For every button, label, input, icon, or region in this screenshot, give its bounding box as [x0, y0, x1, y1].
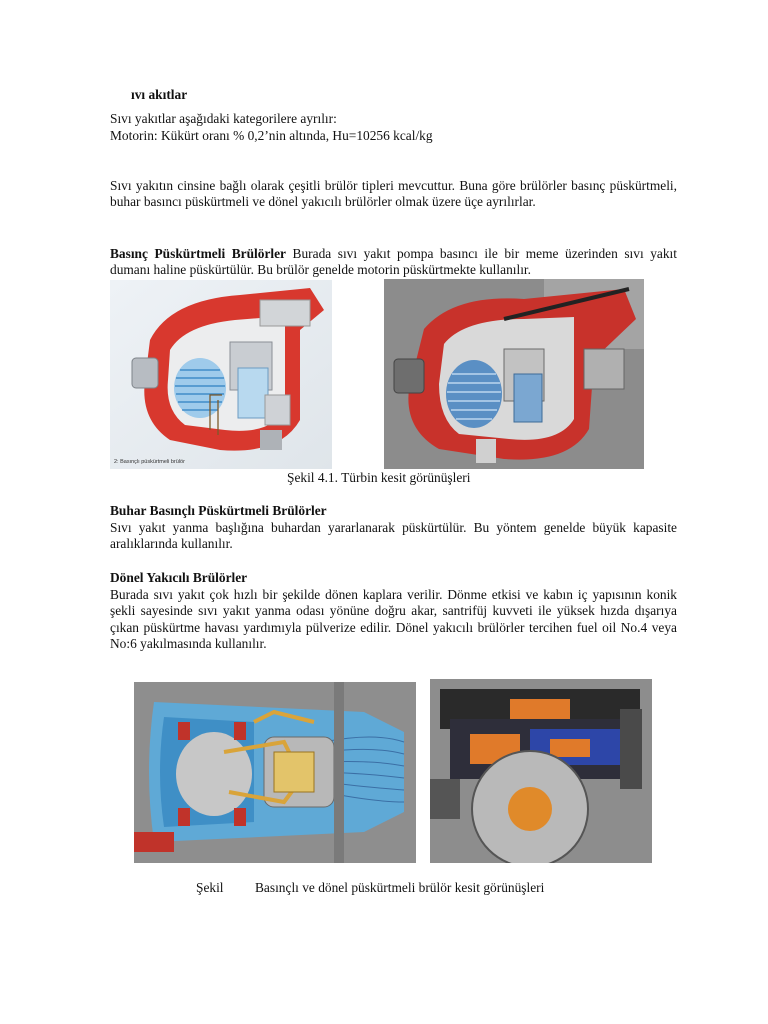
rotary-burner-image-left [134, 682, 416, 863]
steam-burner-body: Sıvı yakıt yanma başlığına buhardan yararlanarak püskürtülür. Bu yöntem genelde büyük kapasite aralıklarında kullanılır. [110, 520, 677, 552]
section-heading: ıvı akıtlar [131, 87, 188, 102]
pressure-burner-title: Basınç Püskürtmeli Brülörler [110, 246, 286, 261]
intro-line-2: Motorin: Kükürt oranı % 0,2’nin altında, Hu=10256 kcal/kg [110, 128, 433, 143]
pressure-burner-paragraph [110, 246, 677, 279]
rotary-burner-image-right [430, 679, 652, 863]
image-inset-caption: 2: Basınçlı püskürtmeli brülör [114, 459, 185, 465]
pressure-burner-image-left [110, 280, 332, 469]
pressure-burner-image-right [384, 279, 644, 469]
figure-2-caption: Basınçlı ve dönel püskürtmeli brülör kesit görünüşleri [255, 880, 545, 895]
intro-line-1: Sıvı yakıtlar aşağıdaki kategorilere ayrılır: [110, 111, 337, 126]
pressure-burner-body: Burada sıvı yakıt pompa basıncı ile bir meme üzerinden sıvı yakıt dumanı haline püskürtülür. Bu brülör genelde motorin püskürtmekte kullanılır. [110, 246, 677, 278]
figure-2-label: Şekil [196, 880, 224, 895]
figure-4-1-caption: Şekil 4.1. Türbin kesit görünüşleri [287, 470, 471, 485]
burner-types-paragraph: Sıvı yakıtın cinsine bağlı olarak çeşitli brülör tipleri mevcuttur. Buna göre brülörler basınç püskürtmeli, buhar basıncı püskürtmeli ve dönel yakıcılı brülörler olmak üzere üçe ayrılırlar. [110, 178, 677, 210]
rotary-burner-title: Dönel Yakıcılı Brülörler [110, 570, 248, 585]
steam-burner-title: Buhar Basınçlı Püskürtmeli Brülörler [110, 503, 327, 518]
rotary-burner-body: Burada sıvı yakıt çok hızlı bir şekilde dönen kaplara verilir. Dönme etkisi ve kabın iç yapısının konik şekli sayesinde sıvı yakıt yanma odası yönüne doğru akar, santrifüj kuvveti ile yüksek hızda dışarıya çıkan püskürtme havası yardımıyla pülverize edilir. Dönel yakıcılı brülörler tercihen fuel oil No.4 veya No:6 yakılmasında kullanılır. [110, 587, 677, 652]
